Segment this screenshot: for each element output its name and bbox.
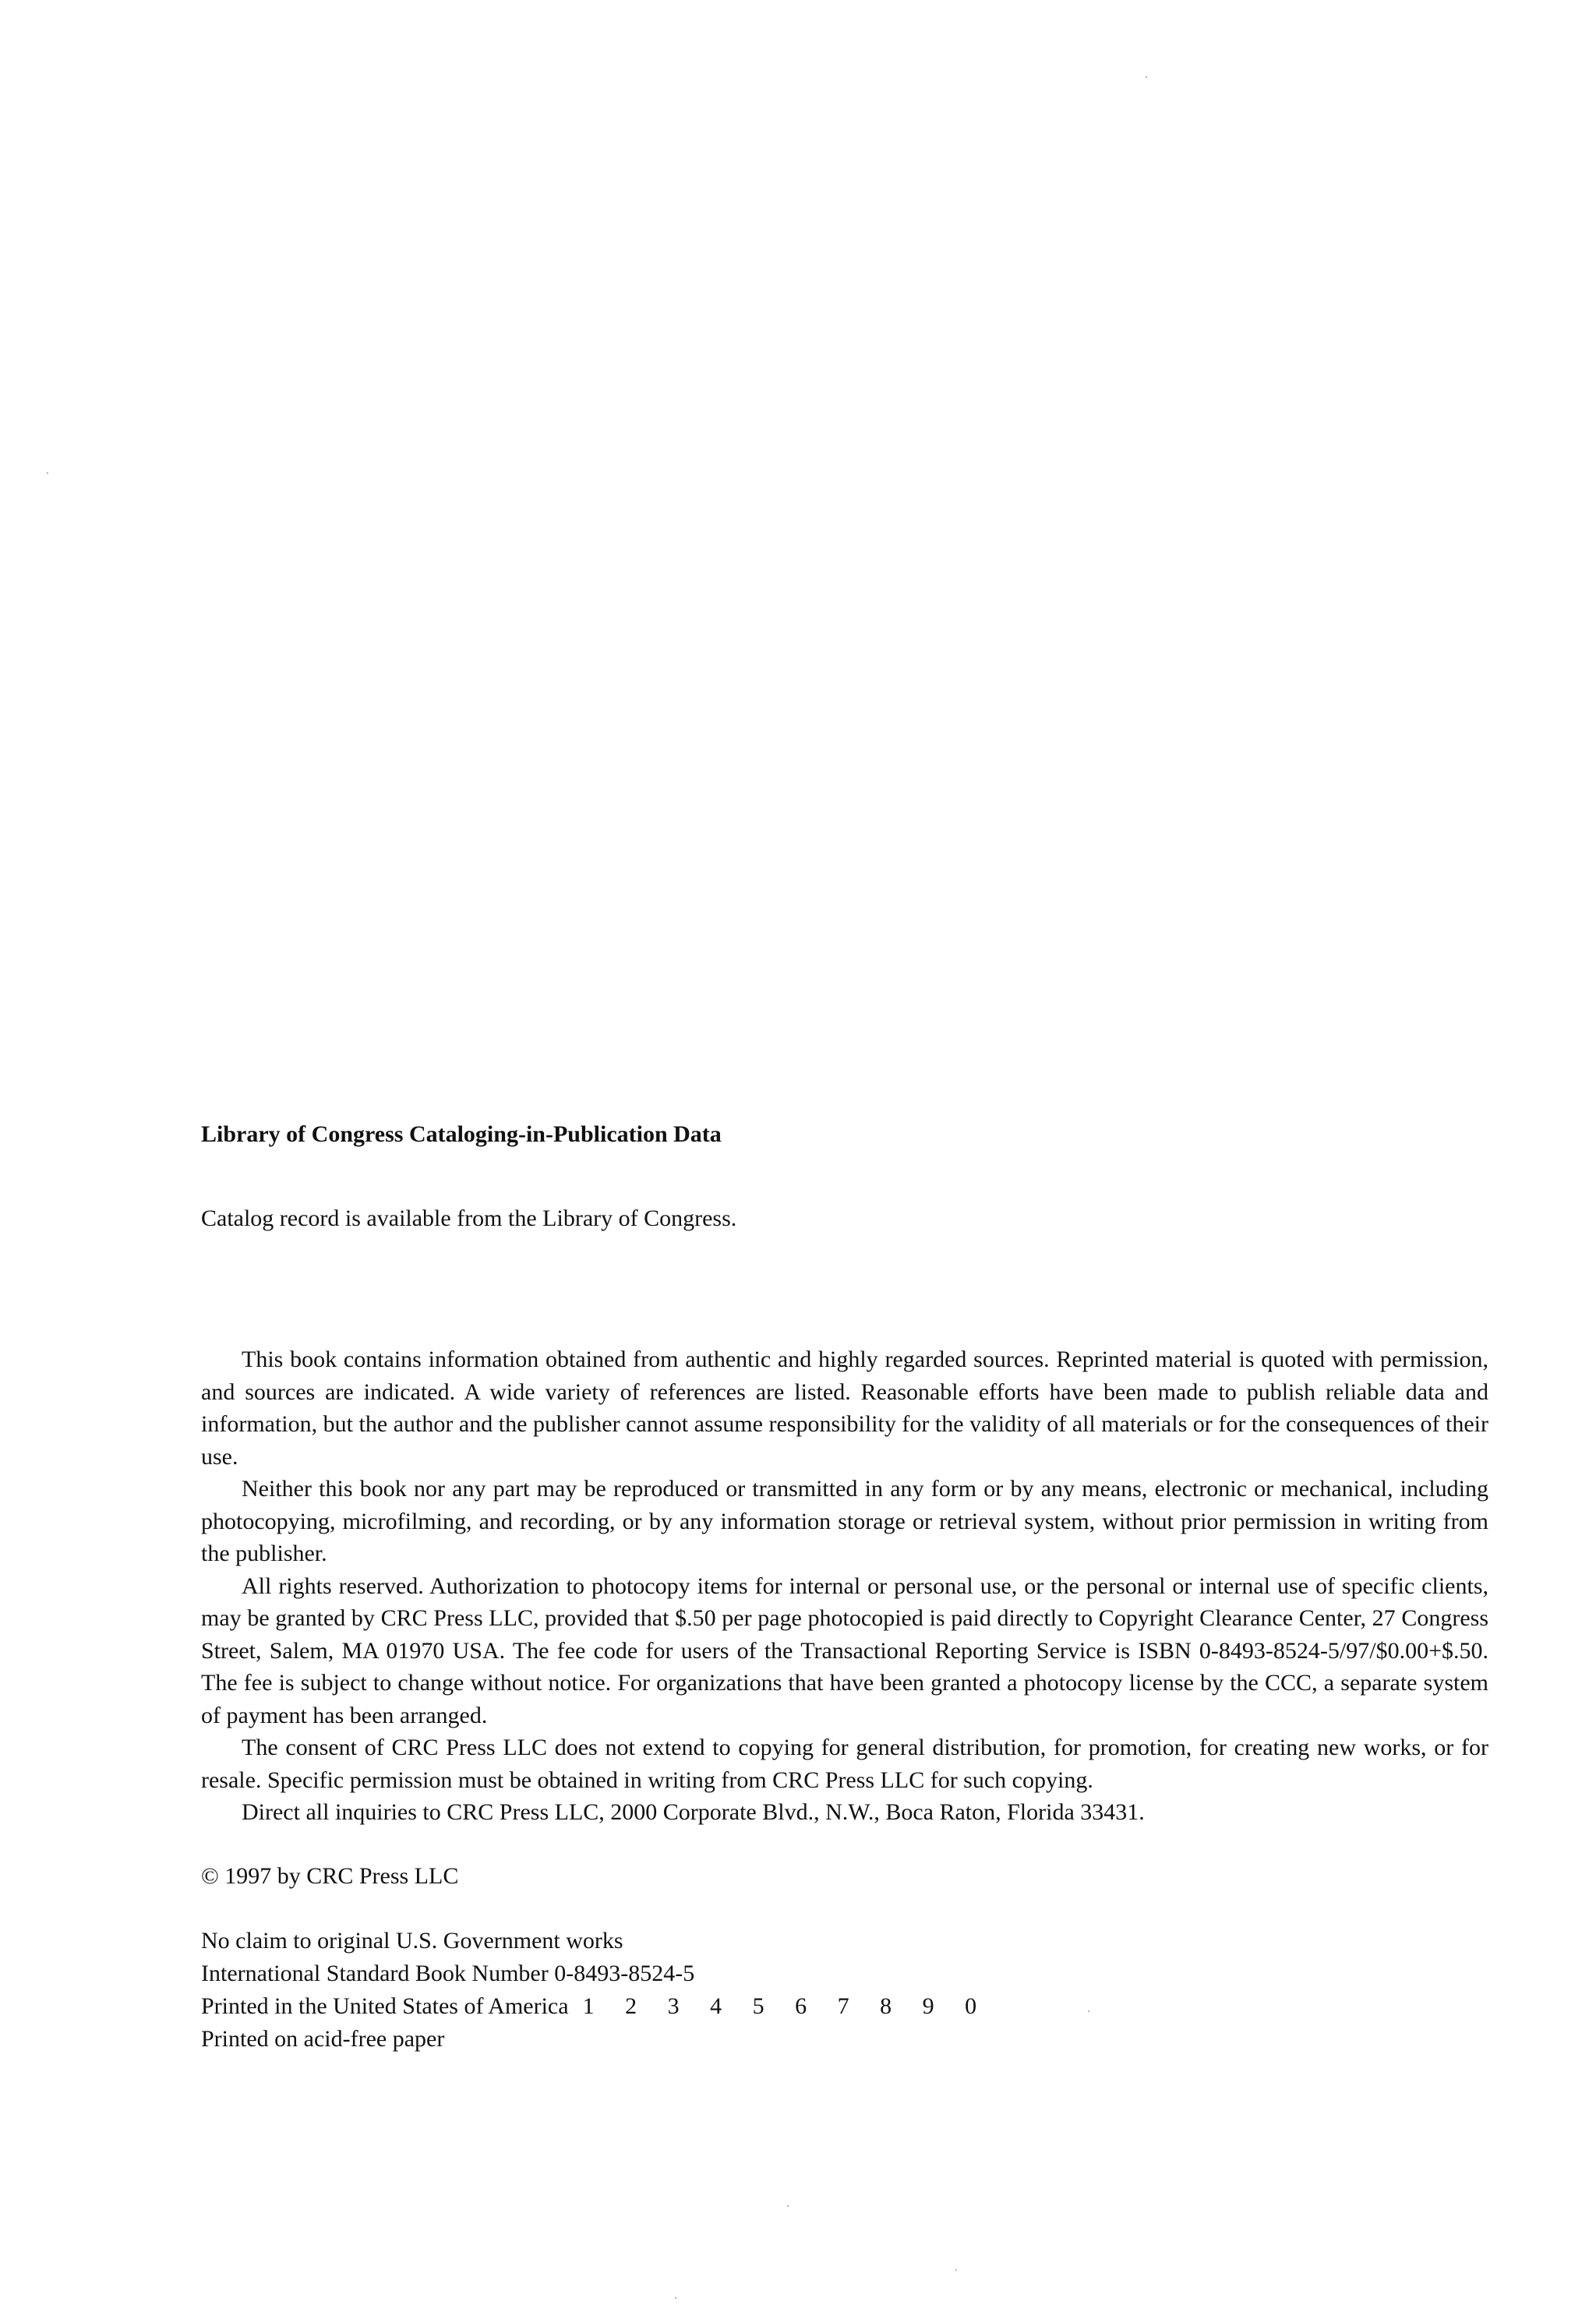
inquiries-paragraph: Direct all inquiries to CRC Press LLC, 2000 Corporate Blvd., N.W., Boca Raton, Florida 33431. [242, 1799, 1145, 1825]
scan-speck [787, 2205, 789, 2207]
scan-speck [1146, 76, 1147, 78]
catalog-record-note: Catalog record is available from the Library of Congress. [201, 1205, 737, 1231]
publication-info [201, 1925, 989, 2056]
isbn-line: International Standard Book Number 0-8493-8524-5 [201, 1961, 695, 1986]
scan-speck [47, 472, 48, 474]
legal-notice [201, 1343, 1488, 1829]
copyright-line: © 1997 by CRC Press LLC [201, 1863, 459, 1889]
government-works-line: No claim to original U.S. Government works [201, 1928, 623, 1954]
consent-paragraph: The consent of CRC Press LLC does not extend to copying for general distribution, for promotion, for creating new works, or for resale. Specific permission must be obtained in writing from CRC Press LLC for such copying. [201, 1735, 1488, 1793]
scan-speck [675, 2297, 676, 2299]
printed-in-text: Printed in the United States of America [201, 1993, 569, 2019]
printed-in-line [201, 1990, 989, 2023]
scan-speck [955, 2269, 957, 2271]
printing-numbers: 1 2 3 4 5 6 7 8 9 0 [582, 1993, 990, 2019]
rights-paragraph: All rights reserved. Authorization to photocopy items for internal or personal use, or the personal or internal use of specific clients, may be granted by CRC Press LLC, provided that $.50 per page photocopied is paid directly to Copyright Clearance Center, 27 Congress Street, Salem, MA 01970 USA. The fee code for users of the Transactional Reporting Service is ISBN 0-8493-8524-5/97/$0.00+$.50. The fee is subject to change without notice. For organizations that have been granted a photocopy license by the CCC, a separate system of payment has been arranged. [201, 1572, 1488, 1728]
reproduction-paragraph: Neither this book nor any part may be reproduced or transmitted in any form or by any means, electronic or mechanical, including photocopying, microfilming, and recording, or by any information storage or retrieval system, without prior permission in writing from the publisher. [201, 1476, 1488, 1566]
cip-heading: Library of Congress Cataloging-in-Publication Data [201, 1121, 722, 1147]
scan-speck [1088, 2010, 1089, 2012]
sources-paragraph: This book contains information obtained from authentic and highly regarded sources. Reprinted material is quoted with permission, and sources are indicated. A wide variety of references are listed. Reasonable efforts have been made to publish reliable data and information, but the author and the publisher cannot assume responsibility for the validity of all materials or for the consequences of their use. [201, 1347, 1488, 1470]
paper-line: Printed on acid-free paper [201, 2026, 445, 2052]
